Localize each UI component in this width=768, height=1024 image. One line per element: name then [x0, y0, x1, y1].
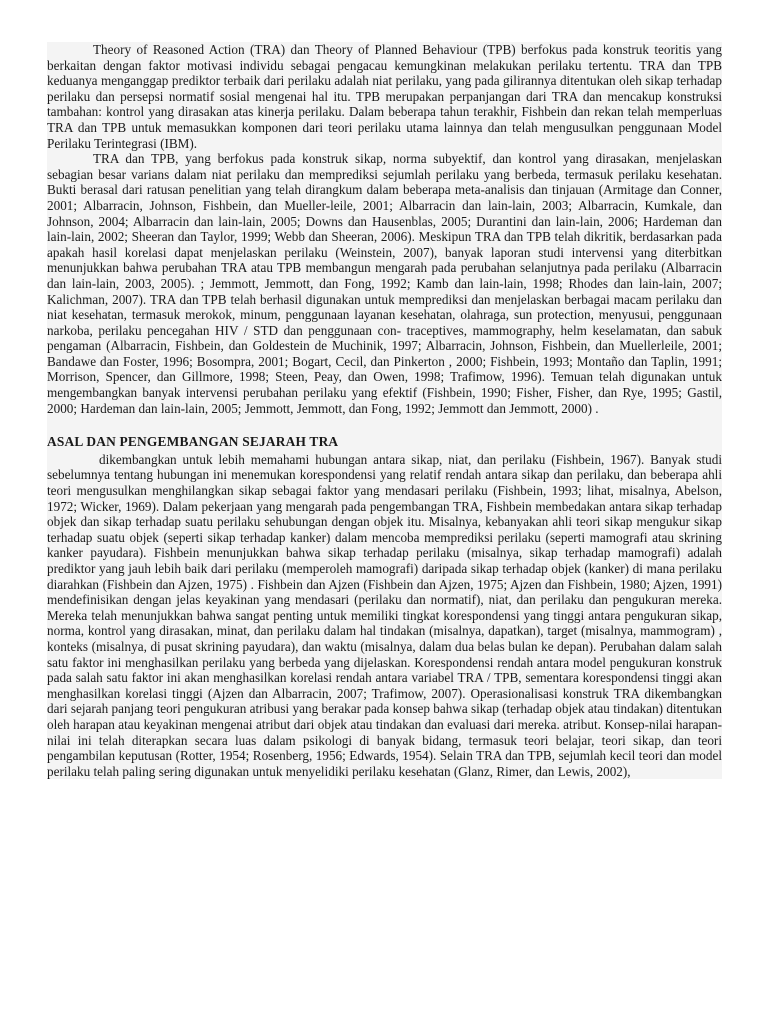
paragraph-intro: Theory of Reasoned Action (TRA) dan Theory of Planned Behaviour (TPB) berfokus pada konstruk teoritis yang berkaitan dengan faktor motivasi individu sebagai pengacau kemungkinan melakukan perilaku tertentu. TRA dan TPB keduanya menganggap prediktor terbaik dari perilaku adalah niat perilaku, yang pada gilirannya ditentukan oleh sikap terhadap perilaku dan persepsi normatif sosial mengenai hal itu. TPB merupakan perpanjangan dari TRA dan mencakup konstruksi tambahan: kontrol yang dirasakan atas kinerja perilaku. Dalam beberapa tahun terakhir, Fishbein dan rekan telah memperluas TRA dan TPB untuk memasukkan komponen dari teori perilaku utama lainnya dan telah mengusulkan penggunaan Model Perilaku Terintegrasi (IBM).	[47, 42, 722, 151]
paragraph-history: dikembangkan untuk lebih memahami hubungan antara sikap, niat, dan perilaku (Fishbein, 1967). Banyak studi sebelumnya tentang hubungan ini menemukan korespondensi yang relatif rendah antara sikap dan perilaku, dan beberapa ahli teori mengusulkan menghilangkan sikap sebagai faktor yang mendasari perilaku (Fishbein, 1993; lihat, misalnya, Abelson, 1972; Wicker, 1969). Dalam pekerjaan yang mengarah pada pengembangan TRA, Fishbein membedakan antara sikap terhadap objek dan sikap terhadap suatu perilaku sehubungan dengan objek itu. Misalnya, kebanyakan ahli teori sikap mengukur sikap terhadap suatu objek (seperti sikap terhadap kanker) dalam mencoba memprediksi perilaku (seperti mamografi atau skrining kanker payudara). Fishbein menunjukkan bahwa sikap terhadap perilaku (misalnya, sikap terhadap mamografi) adalah prediktor yang jauh lebih baik dari perilaku (memperoleh mamografi) daripada sikap terhadap objek (kanker) di mana perilaku diarahkan (Fishbein dan Ajzen, 1975) . Fishbein dan Ajzen (Fishbein dan Ajzen, 1975; Ajzen dan Fishbein, 1980; Ajzen, 1991) mendefinisikan dengan jelas keyakinan yang mendasari (perilaku dan normatif), niat, dan perilaku dan pengukuran mereka. Mereka telah menunjukkan bahwa sangat penting untuk memiliki tingkat korespondensi yang tinggi antara pengukuran sikap, norma, kontrol yang dirasakan, minat, dan perilaku dalam hal tindakan (misalnya, dapatkan), target (misalnya, mammogram) , konteks (misalnya, di pusat skrining payudara), dan waktu (misalnya, dalam dua belas bulan ke depan). Perubahan dalam salah satu faktor ini menghasilkan perilaku yang berbeda yang dijelaskan. Korespondensi rendah antara model pengukuran konstruk pada salah satu faktor ini akan menghasilkan korelasi rendah antara variabel TRA / TPB, sementara korespondensi tinggi akan menghasilkan korelasi tinggi (Ajzen dan Albarracin, 2007; Trafimow, 2007). Operasionalisasi konstruk TRA dikembangkan dari sejarah panjang teori pengukuran atribusi yang berakar pada konsep bahwa sikap (terhadap objek atau tindakan) ditentukan oleh harapan atau keyakinan mengenai atribut dari objek atau tindakan dan evaluasi dari mereka. atribut. Konsep-nilai harapan-nilai ini telah diterapkan secara luas dalam psikologi di banyak bidang, termasuk teori belajar, teori sikap, dan teori pengambilan keputusan (Rotter, 1954; Rosenberg, 1956; Edwards, 1954). Selain TRA dan TPB, sejumlah kecil teori dan model perilaku telah paling sering digunakan untuk menyelidiki perilaku kesehatan (Glanz, Rimer, dan Lewis, 2002),	[47, 451, 722, 779]
section-heading: ASAL DAN PENGEMBANGAN SEJARAH TRA	[47, 434, 339, 450]
paragraph-tra-tpb-evidence: TRA dan TPB, yang berfokus pada konstruk sikap, norma subyektif, dan kontrol yang dirasakan, menjelaskan sebagian besar varians dalam niat perilaku dan memprediksi sejumlah perilaku yang berbeda, termasuk perilaku kesehatan. Bukti berasal dari ratusan penelitian yang telah dirangkum dalam beberapa meta-analisis dan tinjauan (Armitage dan Conner, 2001; Albarracin, Johnson, Fishbein, dan Mueller-leile, 2001; Albarracin dan lain-lain, 2003; Albarracin, Kumkale, dan Johnson, 2004; Albarracin dan lain-lain, 2005; Downs dan Hausenblas, 2005; Durantini dan lain-lain, 2006; Hardeman dan lain-lain, 2002; Sheeran dan Taylor, 1999; Webb dan Sheeran, 2006). Meskipun TRA dan TPB telah dikritik, berdasarkan pada apakah hasil korelasi dapat menjelaskan perilaku (Weinstein, 2007), banyak laporan studi intervensi yang diterbitkan menunjukkan bahwa perubahan TRA atau TPB membangun mengarah pada perubahan selanjutnya pada perilaku (Albarracin dan lain-lain, 2003, 2005). ; Jemmott, Jemmott, dan Fong, 1992; Kamb dan lain-lain, 1998; Rhodes dan lain-lain, 2007; Kalichman, 2007). TRA dan TPB telah berhasil digunakan untuk memprediksi dan menjelaskan berbagai macam perilaku dan niat kesehatan, termasuk merokok, minum, penggunaan layanan kesehatan, olahraga, sun protection, menyusui, penggunaan narkoba, perilaku pencegahan HIV / STD dan penggunaan con- traceptives, mammography, helm keselamatan, dan sabuk pengaman (Albarracin, Fishbein, dan Goldestein de Muchinik, 1997; Albarracin, Johnson, Fishbein, dan Muellerleile, 2001; Bandawe dan Foster, 1996; Bosompra, 2001; Bogart, Cecil, dan Pinkerton , 2000; Fishbein, 1993; Montaño dan Taplin, 1991; Morrison, Spencer, dan Gillmore, 1998; Steen, Peay, dan Owen, 1998; Trafimow, 1996). Temuan telah digunakan untuk mengembangkan banyak intervensi perubahan perilaku yang efektif (Fishbein, 1990; Fisher, Fisher, dan Rye, 1995; Gastil, 2000; Hardeman dan lain-lain, 2005; Jemmott, Jemmott, dan Fong, 1992; Jemmott dan Jemmott, 2000) .	[47, 151, 722, 416]
document-page	[47, 42, 722, 779]
